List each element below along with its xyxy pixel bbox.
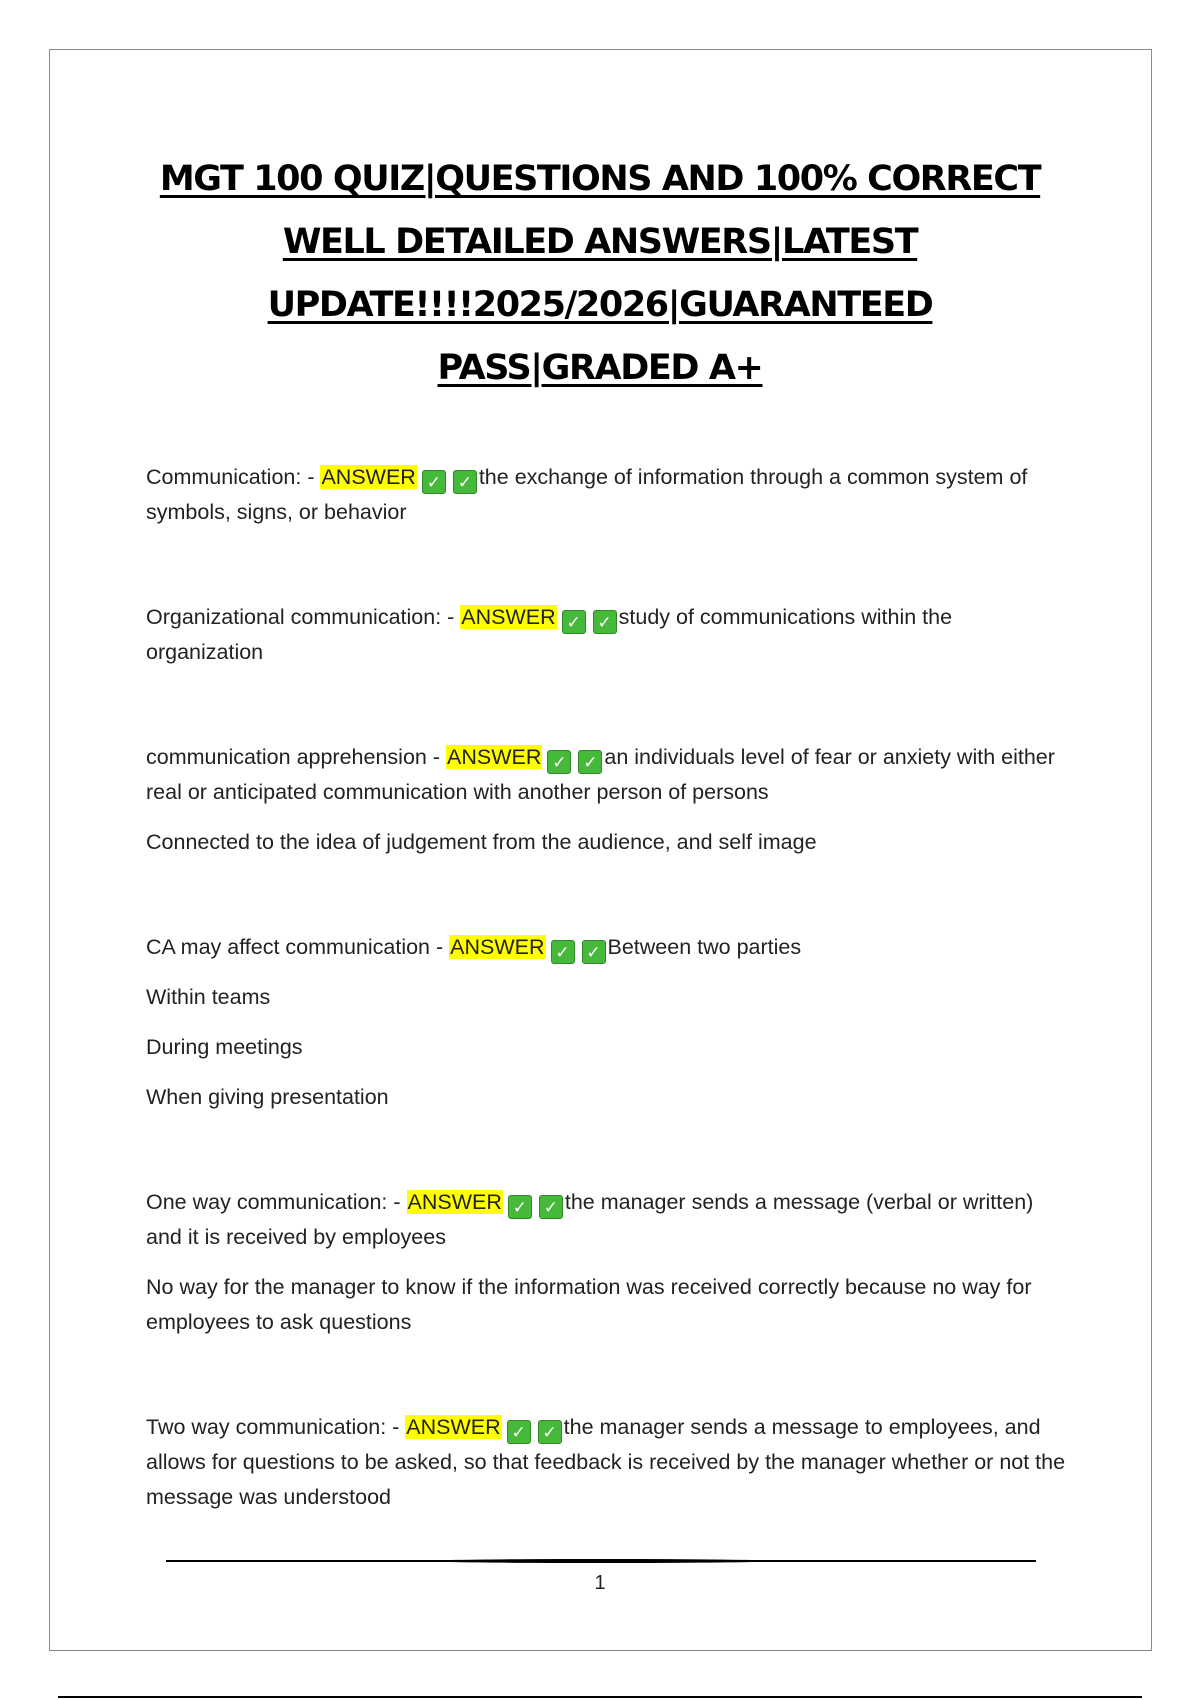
answer-text: the manager sends a message to employees, and allows for questions to be asked, so that feedback is received by the manager whether or not the message was understood [146,1415,1066,1509]
page-number: 1 [594,1572,606,1594]
answer-label: ANSWER [407,1190,502,1214]
checkmark-icon: ✓ [507,1420,531,1444]
checkmark-icon: ✓ [547,750,571,774]
qa-entry-organizational-communication [146,600,1066,670]
qa-entry-communication-apprehension [146,740,1066,860]
answer-text: an individuals level of fear or anxiety with either real or anticipated communication with another person of persons [146,745,1055,804]
title-line-1: MGT 100 QUIZ|QUESTIONS AND 100% CORRECT [159,159,1041,199]
qa-entry-main [146,600,1066,670]
qa-entry-ca-affect [146,930,1066,1115]
checkmark-icon: ✓ [508,1195,532,1219]
answer-label: ANSWER [450,935,545,959]
answer-text: the exchange of information through a common system of symbols, signs, or behavior [146,465,1028,524]
qa-entry-communication [146,460,1066,530]
checkmark-icon: ✓ [538,1420,562,1444]
title-line-4: PASS|GRADED A+ [437,348,763,388]
qa-entry-main [146,930,1066,965]
question-term: Two way communication: - [146,1415,406,1439]
qa-list [146,460,1066,1515]
qa-entry-main [146,740,1066,810]
next-page-edge [58,1696,1142,1698]
answer-text: Between two parties [607,935,802,959]
answer-extra-line: Connected to the idea of judgement from the audience, and self image [146,830,817,854]
answer-label: ANSWER [446,745,542,769]
document-title [100,148,1100,400]
checkmark-icon: ✓ [578,750,602,774]
checkmark-icon: ✓ [453,470,477,494]
question-term: Communication: - [146,465,321,489]
checkmark-icon: ✓ [582,940,606,964]
question-term: CA may affect communication - [146,935,450,959]
question-term: One way communication: - [146,1190,407,1214]
checkmark-icon: ✓ [562,610,586,634]
qa-entry-main [146,460,1066,530]
checkmark-icon: ✓ [539,1195,563,1219]
checkmark-icon: ✓ [422,470,446,494]
answer-extra-line: During meetings [146,1035,303,1059]
answer-extra-line: Within teams [146,985,271,1009]
answer-label: ANSWER [461,605,556,629]
answer-text: study of communications within the organization [146,605,953,664]
qa-entry-one-way-communication [146,1185,1066,1340]
answer-label: ANSWER [406,1415,501,1439]
answer-extra-line: No way for the manager to know if the information was received correctly because no way for employees to ask questions [146,1275,1032,1334]
checkmark-icon: ✓ [551,940,575,964]
answer-extra-line: When giving presentation [146,1085,389,1109]
title-line-2: WELL DETAILED ANSWERS|LATEST [282,222,918,262]
qa-entry-two-way-communication [146,1410,1066,1515]
question-term: communication apprehension - [146,745,446,769]
footer-divider [166,1560,1036,1562]
title-line-3: UPDATE!!!!2025/2026|GUARANTEED [267,285,933,325]
answer-text: the manager sends a message (verbal or written) and it is received by employees [146,1190,1034,1249]
qa-entry-main [146,1410,1066,1515]
qa-entry-main [146,1185,1066,1255]
question-term: Organizational communication: - [146,605,461,629]
checkmark-icon: ✓ [593,610,617,634]
answer-label: ANSWER [321,465,416,489]
